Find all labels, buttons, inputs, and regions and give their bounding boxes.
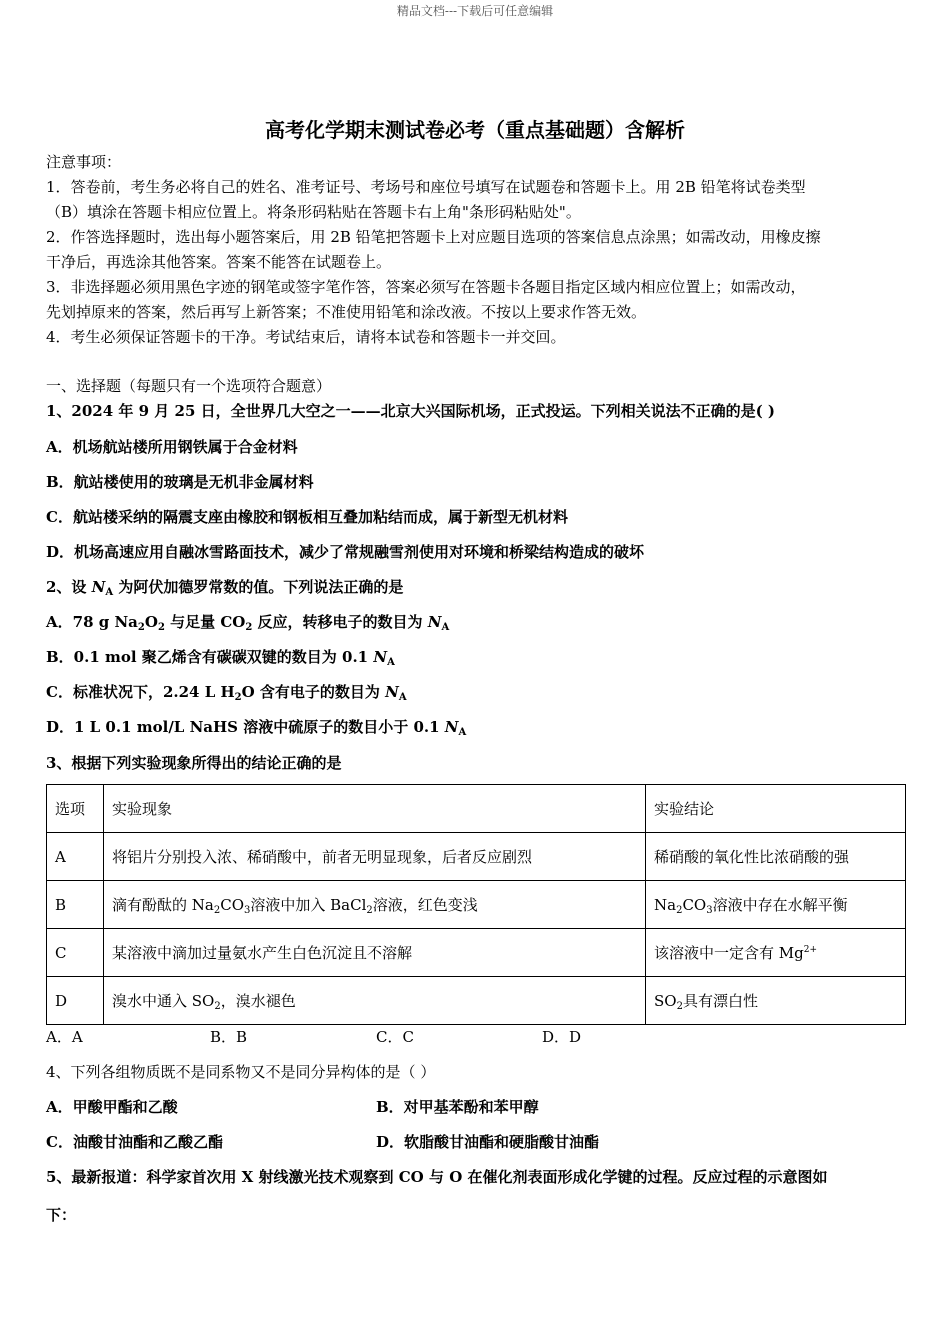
notice-line: （B）填涂在答题卡相应位置上。将条形码粘贴在答题卡右上角"条形码粘贴处"。 — [46, 203, 581, 221]
q5-stem-continued: 下： — [46, 1206, 77, 1224]
q5-stem: 5、最新报道：科学家首次用 X 射线激光技术观察到 CO 与 O 在催化剂表面形成化学键的过程。反应过程的示意图如 — [46, 1168, 828, 1186]
q2-stem: 2、设 $N_A$ 为阿伏加德罗常数的值。下列说法正确的是 — [46, 578, 404, 598]
row-option: B — [47, 881, 104, 929]
q3-answer-a: A．A — [46, 1028, 83, 1046]
header-note: 精品文档---下载后可任意编辑 — [396, 4, 554, 18]
notice-line: 1．答卷前，考生务必将自己的姓名、准考证号、考场号和座位号填写在试题卷和答题卡上。用 2B 铅笔将试卷类型 — [46, 178, 806, 196]
row-option: D — [47, 977, 104, 1025]
table-row — [47, 977, 906, 1025]
q1-option-a: A．机场航站楼所用钢铁属于合金材料 — [46, 438, 298, 456]
section-heading: 一、选择题（每题只有一个选项符合题意） — [46, 377, 332, 395]
row-conclusion: $SO_2$具有漂白性 — [646, 977, 906, 1025]
q1-option-c: C．航站楼采纳的隔震支座由橡胶和钢板相互叠加粘结而成，属于新型无机材料 — [46, 508, 568, 526]
row-conclusion: 稀硝酸的氧化性比浓硝酸的强 — [646, 833, 906, 881]
q4-option-b: B．对甲基苯酚和苯甲醇 — [376, 1098, 539, 1116]
q1-option-d: D．机场高速应用自融冰雪路面技术，减少了常规融雪剂使用对环境和桥梁结构造成的破坏 — [46, 543, 645, 561]
row-phenomenon: 某溶液中滴加过量氨水产生白色沉淀且不溶解 — [104, 929, 646, 977]
q3-answer-c: C．C — [376, 1028, 414, 1046]
header-conclusion: 实验结论 — [646, 785, 906, 833]
q1-stem: 1、2024 年 9 月 25 日，全世界几大空之一——北京大兴国际机场，正式投运。下列相关说法不正确的是( ) — [46, 402, 776, 420]
row-phenomenon: 溴水中通入 $SO_2$，溴水褪色 — [104, 977, 646, 1025]
q2-option-b: B．0.1 mol 聚乙烯含有碳碳双键的数目为 0.1 $N_A$ — [46, 648, 395, 668]
q4-stem: 4、下列各组物质既不是同系物又不是同分异构体的是（ ） — [46, 1063, 436, 1081]
table-header-row — [47, 785, 906, 833]
notice-heading: 注意事项： — [46, 153, 122, 171]
table-row — [47, 833, 906, 881]
q2-option-d: D．1 L 0.1 mol/L NaHS 溶液中硫原子的数目小于 0.1 $N_A$ — [46, 718, 467, 738]
notice-line: 先划掉原来的答案，然后再写上新答案；不准使用铅笔和涂改液。不按以上要求作答无效。 — [46, 303, 647, 321]
q2-option-c: C．标准状况下，2.24 L $H_2O$ 含有电子的数目为 $N_A$ — [46, 683, 407, 703]
row-conclusion: $Na_2CO_3$溶液中存在水解平衡 — [646, 881, 906, 929]
q2-option-a: A．78 g $Na_2O_2$ 与足量 $CO_2$ 反应，转移电子的数目为 $N_A$ — [46, 613, 450, 633]
notice-line: 2．作答选择题时，选出每小题答案后，用 2B 铅笔把答题卡上对应题目选项的答案信息点涂黑；如需改动，用橡皮擦 — [46, 228, 821, 246]
notice-line: 干净后，再选涂其他答案。答案不能答在试题卷上。 — [46, 253, 392, 271]
row-option: A — [47, 833, 104, 881]
header-phenomenon: 实验现象 — [104, 785, 646, 833]
q4-option-d: D．软脂酸甘油酯和硬脂酸甘油酯 — [376, 1133, 600, 1151]
q3-answer-d: D．D — [542, 1028, 582, 1046]
table-row — [47, 929, 906, 977]
notice-line: 3．非选择题必须用黑色字迹的钢笔或签字笔作答，答案必须写在答题卡各题目指定区域内相应位置上；如需改动， — [46, 278, 806, 296]
row-option: C — [47, 929, 104, 977]
row-phenomenon: 将铝片分别投入浓、稀硝酸中，前者无明显现象，后者反应剧烈 — [104, 833, 646, 881]
q4-option-c: C．油酸甘油酯和乙酸乙酯 — [46, 1133, 223, 1151]
header-option: 选项 — [47, 785, 104, 833]
table-row — [47, 881, 906, 929]
notice-line: 4．考生必须保证答题卡的干净。考试结束后，请将本试卷和答题卡一并交回。 — [46, 328, 566, 346]
row-phenomenon: 滴有酚酞的 $Na_2CO_3$溶液中加入 BaCl$_2$溶液，红色变浅 — [104, 881, 646, 929]
q1-option-b: B．航站楼使用的玻璃是无机非金属材料 — [46, 473, 314, 491]
page-title: 高考化学期末测试卷必考（重点基础题）含解析 — [265, 118, 685, 142]
q4-option-a: A．甲酸甲酯和乙酸 — [46, 1098, 178, 1116]
q3-stem: 3、根据下列实验现象所得出的结论正确的是 — [46, 754, 342, 772]
q3-answer-b: B．B — [210, 1028, 248, 1046]
row-conclusion: 该溶液中一定含有 $Mg^{2+}$ — [646, 929, 906, 977]
experiment-table — [46, 784, 906, 1025]
